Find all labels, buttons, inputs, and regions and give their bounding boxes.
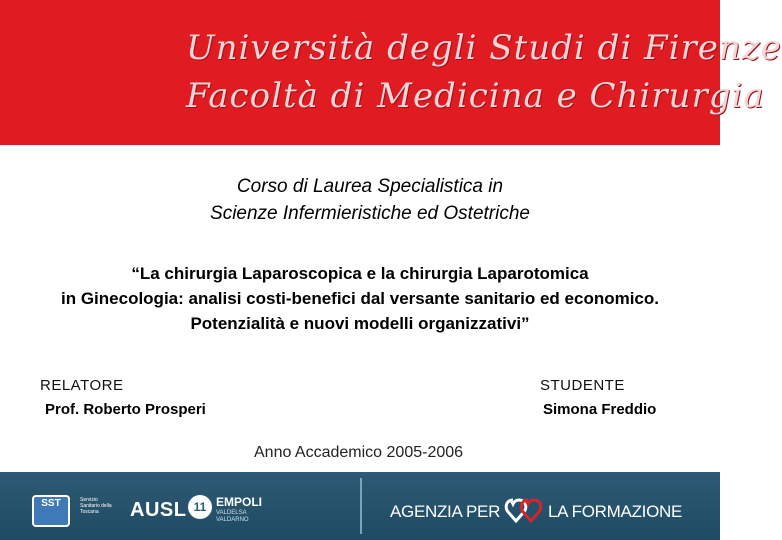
ausl-number-badge: 11 xyxy=(188,495,212,519)
relatore-label: RELATORE xyxy=(40,377,124,394)
footer-logo-bar xyxy=(0,472,720,540)
footer-divider xyxy=(360,478,362,534)
course-title-line-2: Scienze Infermieristiche ed Ostetriche xyxy=(210,203,530,224)
studente-label: STUDENTE xyxy=(540,377,625,394)
sst-caption: Servizio Sanitario della Toscana xyxy=(80,497,112,515)
faculty-name: Facoltà di Medicina e Chirurgia xyxy=(186,76,765,116)
thesis-title-line-3: Potenzialità e nuovi modelli organizzativi” xyxy=(190,314,530,333)
empoli-label: EMPOLI xyxy=(216,495,263,509)
agenzia-text-left: AGENZIA PER xyxy=(390,502,501,521)
heart-icon xyxy=(502,494,544,526)
academic-year: Anno Accademico 2005-2006 xyxy=(254,444,464,461)
thesis-title-line-2: in Ginecologia: analisi costi-benefici dal versante sanitario ed economico. xyxy=(61,289,659,308)
empoli-sublabel: VALDELSA VALDARNO xyxy=(216,510,249,523)
studente-name: Simona Freddio xyxy=(543,401,657,418)
thesis-title-line-1: “La chirurgia Laparoscopica e la chirurgia Laparotomica xyxy=(131,264,589,283)
university-name: Università degli Studi di Firenze xyxy=(186,28,782,68)
header-banner xyxy=(0,0,782,145)
agenzia-text-right: LA FORMAZIONE xyxy=(548,502,683,521)
ausl-logo-text: AUSL xyxy=(130,499,187,521)
course-title-line-1: Corso di Laurea Specialistica in xyxy=(236,176,504,197)
sst-logo: SST xyxy=(32,495,70,527)
relatore-name: Prof. Roberto Prosperi xyxy=(45,401,206,418)
